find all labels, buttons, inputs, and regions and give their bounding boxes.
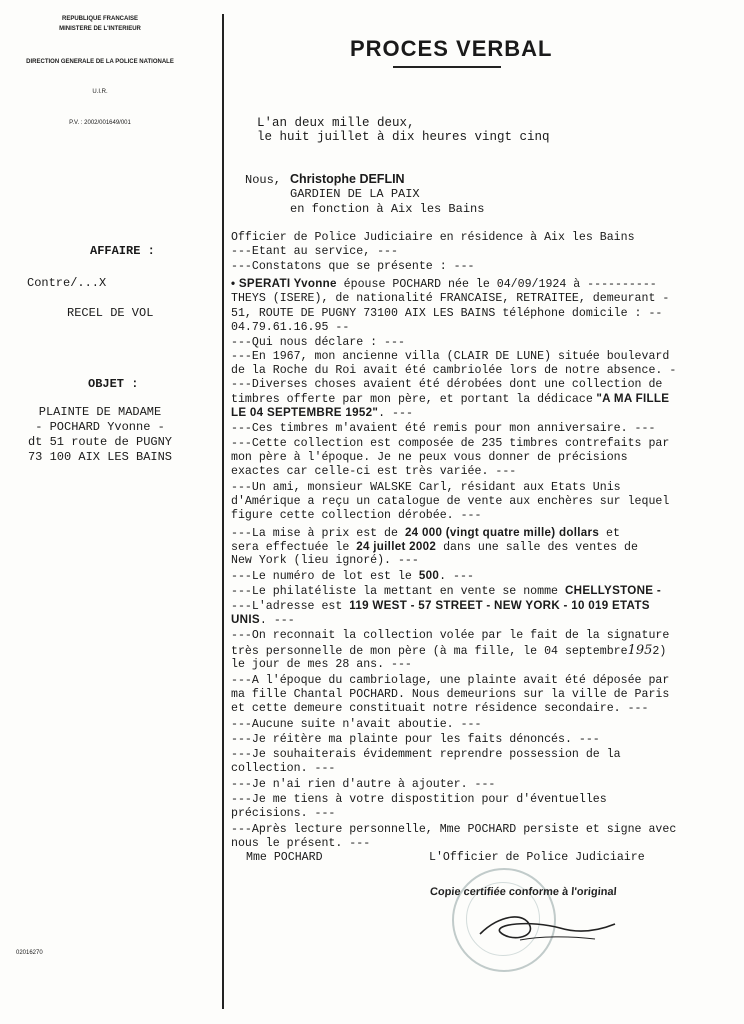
body-line: ---Je me tiens à votre dispostition pour d'éventuelles	[231, 793, 607, 806]
title-underline	[393, 66, 501, 68]
body-line: mon père à l'époque. Je ne peux vous donner de précisions	[231, 451, 628, 464]
body-line: 04.79.61.16.95 --	[231, 321, 350, 334]
officer-nous: Nous,	[245, 173, 282, 187]
body-line: figure cette collection dérobée. ---	[231, 509, 482, 522]
body-line: ---Le numéro de lot est le 500. ---	[231, 569, 474, 583]
body-line: ---L'adresse est 119 WEST - 57 STREET - NEW YORK - 10 019 ETATS	[231, 599, 650, 613]
body-line: ---Aucune suite n'avait aboutie. ---	[231, 718, 482, 731]
body-line: très personnelle de mon père (à ma fille, le 04 septembre1952)	[231, 643, 667, 658]
body-line: LE 04 SEPTEMBRE 1952". ---	[231, 406, 413, 420]
body-line: précisions. ---	[231, 807, 336, 820]
intro-line-1: L'an deux mille deux,	[257, 116, 415, 130]
body-line: ---Je réitère ma plainte pour les faits dénoncés. ---	[231, 733, 600, 746]
body-line: exactes car celle-ci est très variée. ---	[231, 465, 517, 478]
handwritten-correction: 195	[627, 643, 653, 658]
objet-line: 73 100 AIX LES BAINS	[27, 450, 173, 464]
body-line: d'Amérique a reçu un catalogue de vente aux enchères sur lequel	[231, 495, 670, 508]
body-line: ---Je n'ai rien d'autre à ajouter. ---	[231, 778, 496, 791]
objet-line: dt 51 route de PUGNY	[27, 435, 173, 449]
body-line: ---Un ami, monsieur WALSKE Carl, résidant aux Etats Unis	[231, 481, 621, 494]
body-line: ---Diverses choses avaient été dérobées dont une collection de	[231, 378, 663, 391]
affaire-label: AFFAIRE :	[90, 244, 155, 258]
column-divider	[222, 14, 224, 1009]
body-line: ---La mise à prix est de 24 000 (vingt quatre mille) dollars et	[231, 526, 620, 540]
body-line: 51, ROUTE DE PUGNY 73100 AIX LES BAINS téléphone domicile : --	[231, 307, 663, 320]
body-line: de la Roche du Roi avait été cambriolée lors de notre absence. -	[231, 364, 677, 377]
body-line: ---Après lecture personnelle, Mme POCHARD persiste et signe avec	[231, 823, 677, 836]
officer-name: Christophe DEFLIN	[290, 172, 405, 186]
objet-line: - POCHARD Yvonne -	[35, 420, 165, 434]
intro-line-2: le huit juillet à dix heures vingt cinq	[257, 130, 550, 144]
header-ministere: MINISTERE DE L'INTERIEUR	[59, 26, 141, 32]
body-line: ---Je souhaiterais évidemment reprendre possession de la	[231, 748, 621, 761]
body-line: ---Le philatéliste la mettant en vente se nomme CHELLYSTONE -	[231, 584, 661, 598]
body-line: THEYS (ISERE), de nationalité FRANCAISE, RETRAITEE, demeurant -	[231, 292, 670, 305]
body-line: nous le présent. ---	[231, 837, 371, 850]
body-line: Officier de Police Judiciaire en résidence à Aix les Bains	[231, 231, 635, 244]
body-line: • SPERATI Yvonne épouse POCHARD née le 04/09/1924 à ----------	[231, 277, 657, 291]
body-line: ma fille Chantal POCHARD. Nous demeurions sur la ville de Paris	[231, 688, 670, 701]
body-line: collection. ---	[231, 762, 336, 775]
body-line: ---En 1967, mon ancienne villa (CLAIR DE LUNE) située boulevard	[231, 350, 670, 363]
body-line: timbres offerte par mon père, et portant la dédicace "A MA FILLE	[231, 392, 670, 406]
signature-complainant: Mme POCHARD	[246, 851, 323, 864]
affaire-recel: RECEL DE VOL	[67, 306, 154, 320]
body-line: ---Etant au service, ---	[231, 245, 398, 258]
document-reference: 02016270	[16, 950, 43, 956]
header-uir: U.I.R.	[92, 89, 108, 95]
body-line: UNIS. ---	[231, 613, 295, 627]
body-line: New York (lieu ignoré). ---	[231, 554, 419, 567]
objet-line: PLAINTE DE MADAME	[38, 405, 162, 419]
body-line: ---Ces timbres m'avaient été remis pour mon anniversaire. ---	[231, 422, 656, 435]
objet-label: OBJET :	[88, 377, 139, 391]
header-direction: DIRECTION GENERALE DE LA POLICE NATIONALE	[26, 59, 174, 65]
body-line: ---On reconnait la collection volée par le fait de la signature	[231, 629, 670, 642]
body-line: ---Cette collection est composée de 235 timbres contrefaits par	[231, 437, 670, 450]
body-line: sera effectuée le 24 juillet 2002 dans une salle des ventes de	[231, 540, 638, 554]
header-republique: REPUBLIQUE FRANCAISE	[61, 16, 138, 22]
body-line: ---Qui nous déclare : ---	[231, 336, 405, 349]
officer-rank: GARDIEN DE LA PAIX	[290, 187, 420, 201]
handwritten-signature	[470, 906, 620, 946]
body-line: le jour de mes 28 ans. ---	[231, 658, 412, 671]
officer-function: en fonction à Aix les Bains	[290, 202, 485, 216]
body-line: et cette demeure constituait notre résidence secondaire. ---	[231, 702, 649, 715]
header-pv-number: P.V. : 2002/001649/001	[69, 120, 131, 126]
page-title: PROCES VERBAL	[350, 36, 553, 61]
body-line: ---A l'époque du cambriolage, une plainte avait été déposée par	[231, 674, 670, 687]
signature-officer: L'Officier de Police Judiciaire	[429, 851, 645, 864]
body-line: ---Constatons que se présente : ---	[231, 260, 475, 273]
certified-copy-stamp: Copie certifiée conforme à l'original	[429, 886, 618, 898]
complainant-name: • SPERATI Yvonne	[231, 277, 337, 290]
affaire-contre: Contre/...X	[27, 276, 107, 290]
